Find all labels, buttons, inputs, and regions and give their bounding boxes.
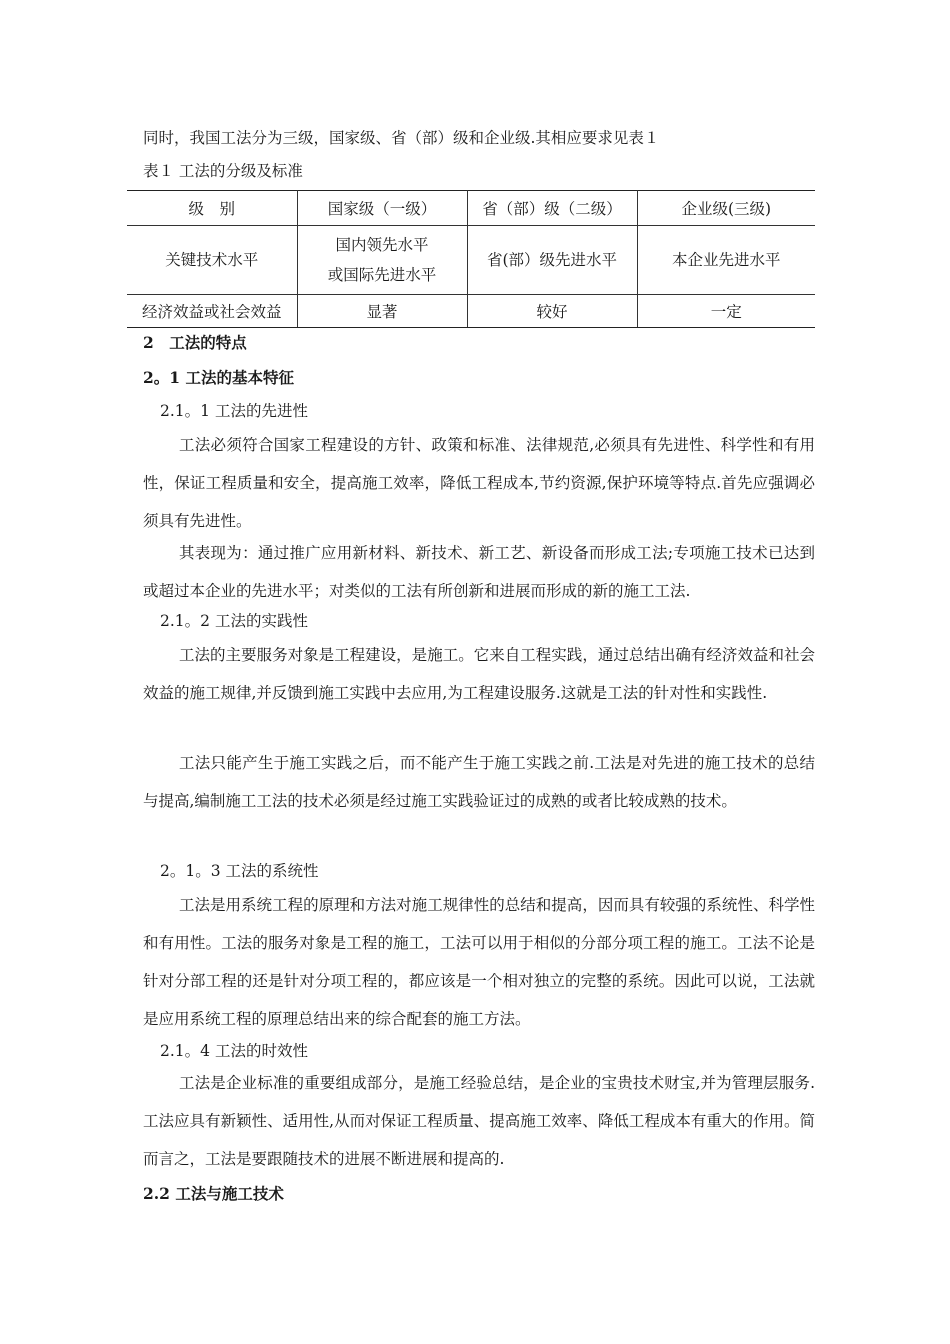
table-row	[127, 226, 815, 295]
table-cell: 本企业先进水平	[637, 226, 815, 295]
subsubsection-heading: 2。1。3 工法的系统性	[160, 862, 319, 880]
subsection-heading: 2.2 工法与施工技术	[143, 1184, 284, 1203]
subsubsection-heading: 2.1。1 工法的先进性	[160, 402, 308, 420]
paragraph: 工法的主要服务对象是工程建设，是施工。它来自工程实践，通过总结出确有经济效益和社会效益的施工规律,并反馈到施工实践中去应用,为工程建设服务.这就是工法的针对性和实践性.	[143, 646, 815, 702]
table-row	[127, 295, 815, 328]
table-cell: 显著	[297, 295, 467, 328]
table-header-cell: 省（部）级（二级）	[467, 191, 637, 226]
table-header-cell: 国家级（一级）	[297, 191, 467, 226]
paragraph: 工法是用系统工程的原理和方法对施工规律性的总结和提高，因而具有较强的系统性、科学性和有用性。工法的服务对象是工程的施工，工法可以用于相似的分部分项工程的施工。工法不论是针对分部工程的还是针对分项工程的，都应该是一个相对独立的完整的系统。因此可以说，工法就是应用系统工程的原理总结出来的综合配套的施工方法。	[143, 896, 815, 1028]
subsection-heading: 2。1 工法的基本特征	[143, 368, 294, 387]
table-cell: 省(部）级先进水平	[467, 226, 637, 295]
table-cell-line: 或国际先进水平	[327, 266, 437, 284]
paragraph: 工法只能产生于施工实践之后，而不能产生于施工实践之前.工法是对先进的施工技术的总结与提高,编制施工工法的技术必须是经过施工实践验证过的成熟的或者比较成熟的技术。	[143, 754, 815, 810]
table-caption: 表１ 工法的分级及标准	[143, 162, 303, 180]
table-cell-line: 国内领先水平	[335, 236, 429, 254]
subsubsection-heading: 2.1。4 工法的时效性	[160, 1042, 308, 1060]
table-cell: 关键技术水平	[127, 226, 297, 295]
table-header-cell: 企业级(三级)	[637, 191, 815, 226]
table-cell: 一定	[637, 295, 815, 328]
table-header-row	[127, 191, 815, 226]
subsubsection-heading: 2.1。2 工法的实践性	[160, 612, 308, 630]
table-cell	[297, 226, 467, 295]
section-heading: 2 工法的特点	[143, 333, 247, 352]
table-header-cell: 级 别	[127, 191, 297, 226]
intro-sentence: 同时，我国工法分为三级，国家级、省（部）级和企业级.其相应要求见表１	[143, 129, 660, 147]
table-cell: 较好	[467, 295, 637, 328]
paragraph: 工法是企业标准的重要组成部分，是施工经验总结，是企业的宝贵技术财宝,并为管理层服务.工法应具有新颖性、适用性,从而对保证工程质量、提高施工效率、降低工程成本有重大的作用。简而言之，工法是要跟随技术的进展不断进展和提高的.	[143, 1074, 815, 1168]
paragraph: 其表现为：通过推广应用新材料、新技术、新工艺、新设备而形成工法;专项施工技术已达到或超过本企业的先进水平；对类似的工法有所创新和进展而形成的新的施工工法.	[143, 544, 815, 600]
grading-standards-table	[127, 190, 815, 328]
paragraph: 工法必须符合国家工程建设的方针、政策和标准、法律规范,必须具有先进性、科学性和有用性，保证工程质量和安全，提高施工效率，降低工程成本,节约资源,保护环境等特点.首先应强调必须具有先进性。	[143, 436, 815, 530]
table-cell: 经济效益或社会效益	[127, 295, 297, 328]
